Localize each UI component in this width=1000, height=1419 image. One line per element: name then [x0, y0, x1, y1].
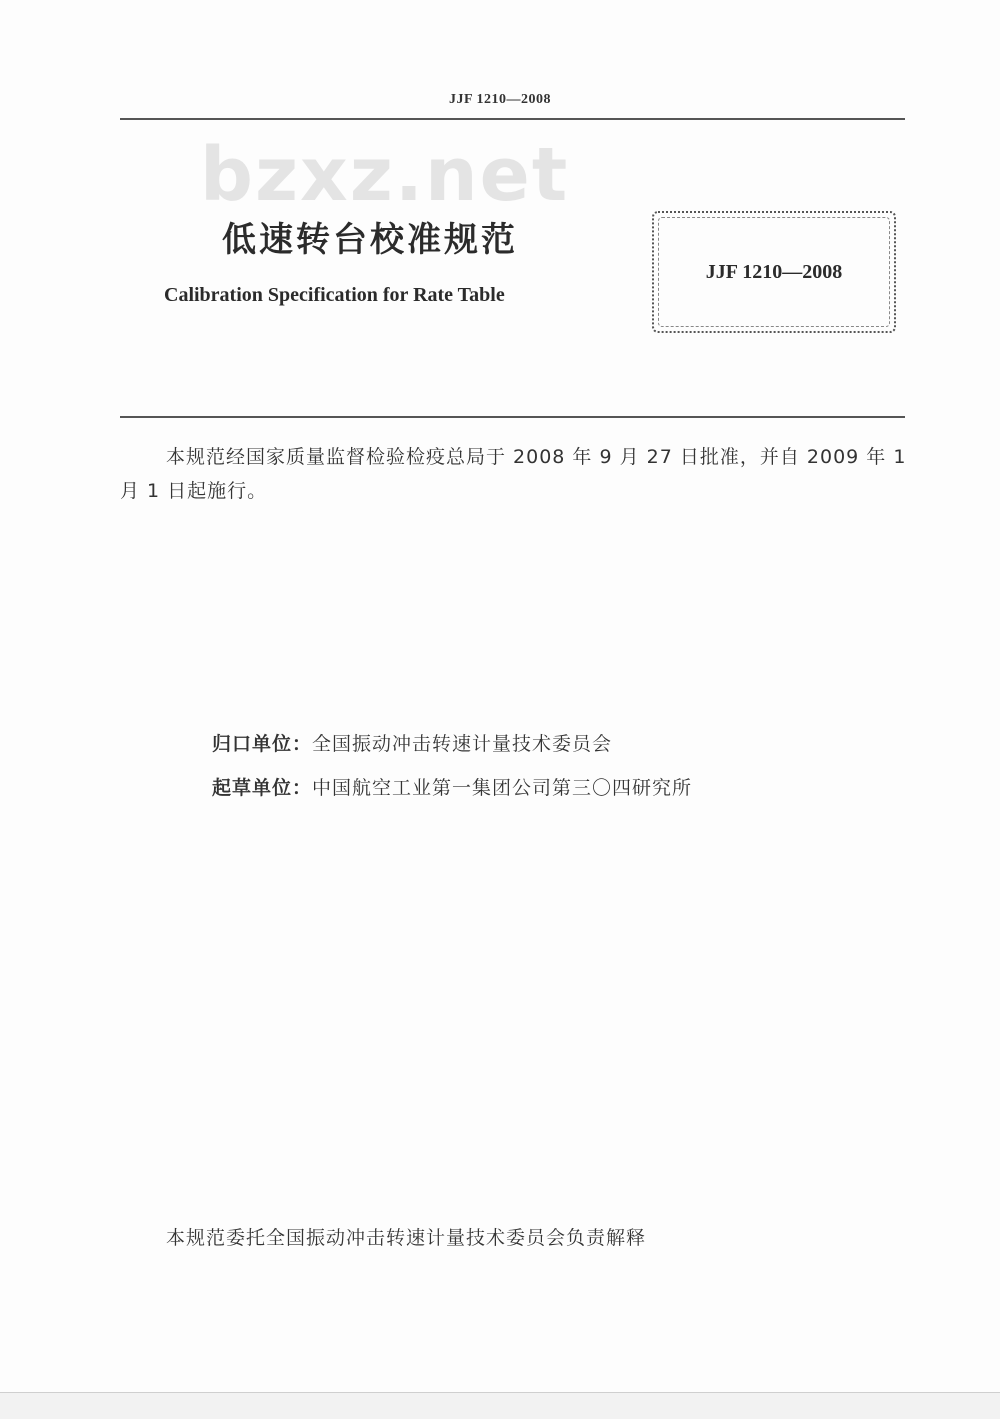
watermark: bzxz.net: [200, 132, 570, 218]
page-bottom-edge: [0, 1392, 1000, 1419]
interpretation-note: 本规范委托全国振动冲击转速计量技术委员会负责解释: [166, 1227, 647, 1249]
code-box-text: JJF 1210—2008: [705, 261, 843, 283]
header-standard-code: JJF 1210—2008: [448, 92, 552, 107]
drafting-unit-row: [212, 773, 692, 800]
title-chinese: 低速转台校准规范: [222, 220, 518, 260]
drafting-unit-value: 中国航空工业第一集团公司第三〇四研究所: [312, 777, 693, 799]
drafting-unit-label: 起草单位：: [212, 777, 313, 799]
header-divider: [120, 118, 905, 120]
approval-statement: 本规范经国家质量监督检验检疫总局于 2008 年 9 月 27 日批准，并自 2009 年 1 月 1 日起施行。: [120, 446, 907, 502]
title-divider: [120, 416, 905, 418]
responsible-unit-label: 归口单位：: [212, 733, 313, 755]
responsible-unit-row: [212, 729, 612, 756]
title-english: Calibration Specification for Rate Table: [164, 284, 505, 306]
responsible-unit-value: 全国振动冲击转速计量技术委员会: [312, 733, 613, 755]
standard-code-box: [652, 211, 896, 333]
